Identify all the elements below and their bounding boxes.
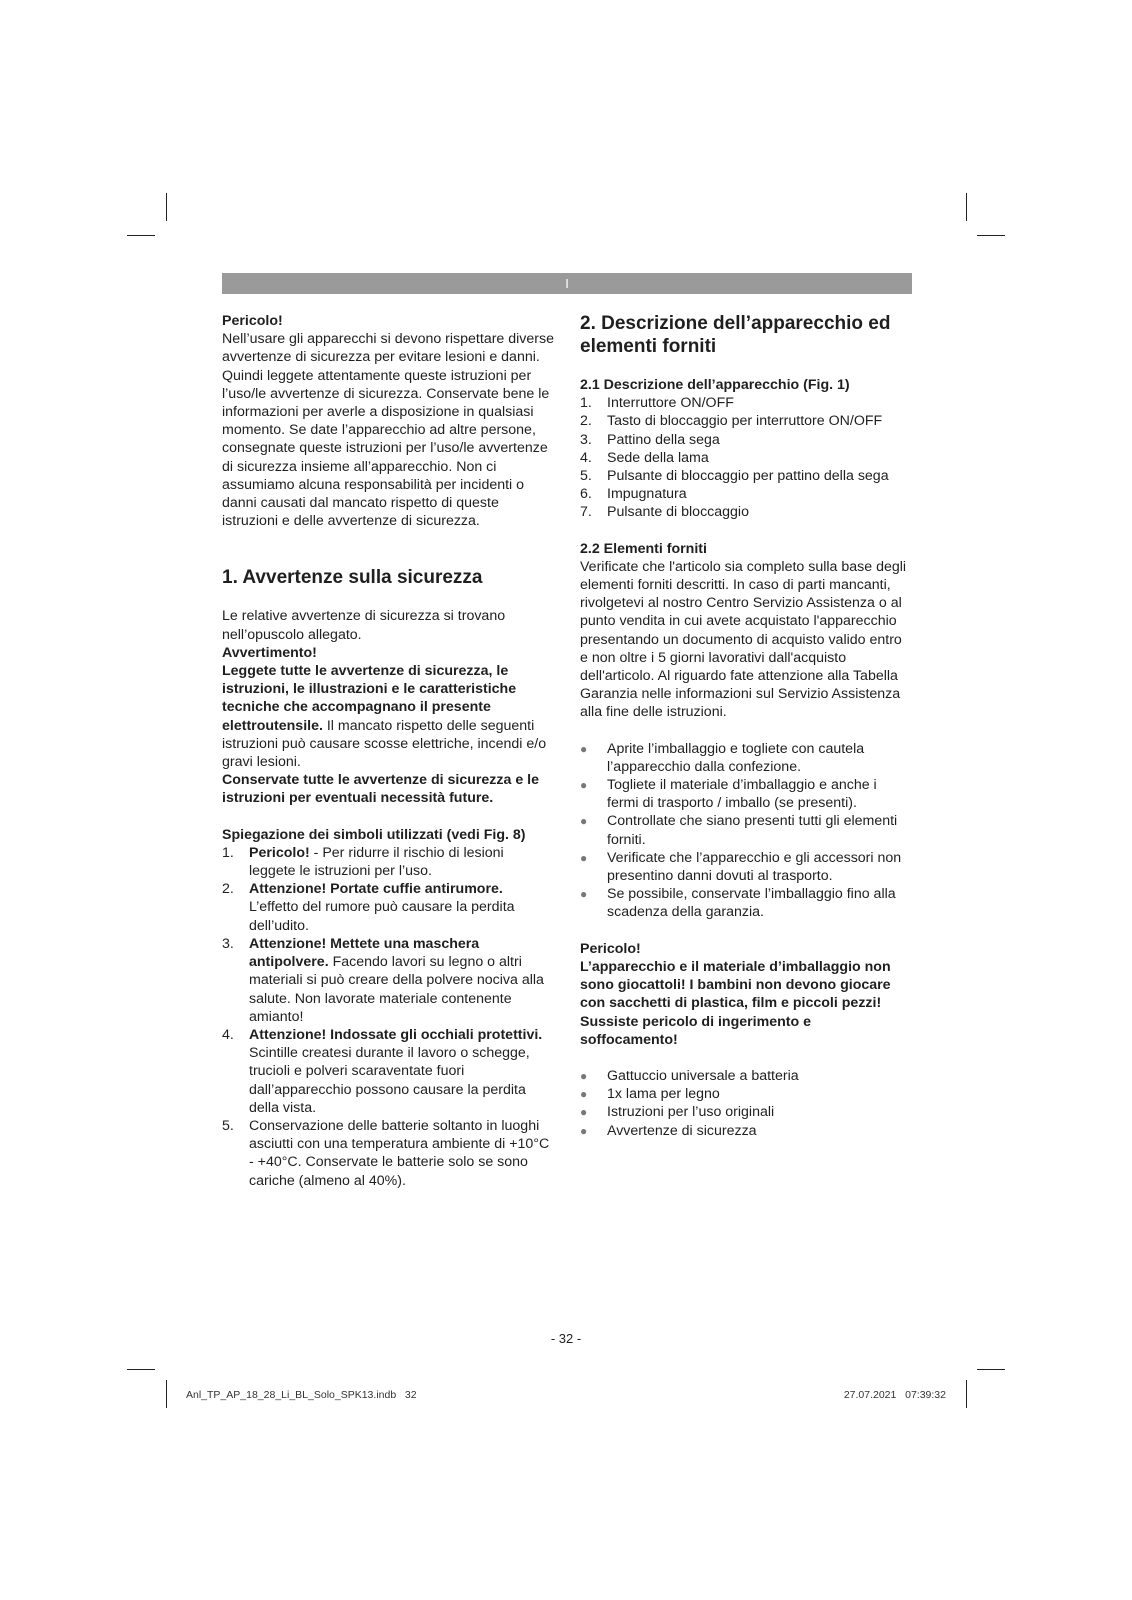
warning-title: Avvertimento! — [222, 644, 317, 661]
list-item: ● Avvertenze di sicurezza — [580, 1122, 757, 1139]
crop-mark — [127, 1369, 155, 1370]
bullet-icon: ● — [580, 741, 588, 756]
danger-title: Pericolo! — [222, 313, 283, 329]
crop-mark — [127, 235, 155, 236]
crop-mark — [166, 1380, 167, 1408]
list-item: ● Istruzioni per l’uso originali — [580, 1104, 775, 1121]
language-header-bar — [222, 273, 912, 294]
bullet-icon: ● — [580, 1105, 588, 1120]
list-item: ● Controllate che siano presenti tutti gli elementi forniti. — [580, 813, 898, 848]
section-2-2-title: 2.2 Elementi forniti — [580, 540, 707, 557]
crop-mark — [966, 1380, 967, 1408]
page-number: - 32 - — [550, 1331, 582, 1346]
list-item: 4. Sede della lama — [580, 449, 709, 466]
keep-instructions: Conservate tutte le avvertenze di sicurezza e le istruzioni per eventuali necessità future. — [222, 772, 539, 807]
danger-warning-text: L’apparecchio e il materiale d’imballaggio non sono giocattoli! I bambini non devono giocare con sacchetti di plastica, film e piccoli pezzi! Sussiste pericolo di ingerimento e soffocamento! — [580, 958, 891, 1048]
list-item: 2. Tasto di bloccaggio per interruttore ON/OFF — [580, 413, 883, 430]
section-2-1-title: 2.1 Descrizione dell’apparecchio (Fig. 1) — [580, 377, 850, 393]
section-1-intro: Le relative avvertenze di sicurezza si trovano nell’opuscolo allegato. — [222, 608, 506, 643]
list-item: 1. Interruttore ON/OFF — [580, 395, 734, 412]
section-2-heading: 2. Descrizione dell’apparecchio ed elementi forniti — [580, 313, 891, 357]
symbols-title: Spiegazione dei simboli utilizzati (vedi Fig. 8) — [222, 826, 526, 843]
list-item: 6. Impugnatura — [580, 486, 687, 503]
bullet-icon: ● — [580, 814, 588, 829]
crop-mark — [977, 1369, 1005, 1370]
list-item: 5. Pulsante di bloccaggio per pattino della sega — [580, 468, 889, 485]
bullet-icon: ● — [580, 1068, 588, 1083]
section-1-heading: 1. Avvertenze sulla sicurezza — [222, 567, 483, 589]
symbols-list — [222, 844, 554, 1190]
section-2-2-text: Verificate che l'articolo sia completo sulla base degli elementi forniti descritti. In caso di parti mancanti, rivolgetevi al nostro Centro Servizio Assistenza o al punto vendita in cui avete acquistato l'apparecchio presentando un documento di acquisto valido entro e non oltre i 5 giorni lavorativi dall'acquisto dell'articolo. Al riguardo fate attenzione alla Tabella Garanzia nelle informazioni sul Servizio Assistenza alla fine delle istruzioni. — [580, 558, 907, 721]
list-item: 5. Conservazione delle batterie soltanto in luoghi asciutti con una temperatura ambiente di +10°C - +40°C. Conservate le batterie solo se sono cariche (almeno al 40%). — [222, 1117, 550, 1189]
list-item: 3. Attenzione! Mettete una maschera antipolvere. Facendo lavori su legno o altri materiali si può creare della polvere nociva alla salute. Non lavorate materiale contenente amianto! — [222, 935, 544, 1025]
language-code: I — [565, 276, 569, 291]
list-item: ● 1x lama per legno — [580, 1086, 720, 1103]
footer-file-name: Anl_TP_AP_18_28_Li_BL_Solo_SPK13.indb 32 — [186, 1389, 417, 1401]
list-item: ● Se possibile, conservate l’imballaggio fino alla scadenza della garanzia. — [580, 886, 896, 921]
bullet-icon: ● — [580, 1123, 588, 1138]
parts-list — [580, 394, 912, 521]
warning-paragraph: Leggete tutte le avvertenze di sicurezza, le istruzioni, le illustrazioni e le caratteristiche tecniche che accompagnano il presente elettroutensile. Il mancato rispetto delle seguenti istruzioni può causare scosse elettriche, incendi e/o gravi lesioni. — [222, 663, 547, 771]
list-item: ● Verificate che l’apparecchio e gli accessori non presentino danni dovuti al trasporto. — [580, 849, 902, 885]
list-item: 3. Pattino della sega — [580, 431, 720, 448]
bullet-icon: ● — [580, 850, 588, 865]
crop-mark — [977, 235, 1005, 236]
list-item: ● Gattuccio universale a batteria — [580, 1067, 799, 1084]
left-column — [222, 312, 554, 1190]
unpack-steps-list — [580, 740, 912, 922]
bullet-icon: ● — [580, 887, 588, 902]
list-item: ● Togliete il materiale d’imballaggio e anche i fermi di trasporto / imballo (se presenti). — [580, 777, 877, 812]
scope-of-delivery-list — [580, 1067, 912, 1140]
crop-mark — [966, 193, 967, 221]
list-item: 4. Attenzione! Indossate gli occhiali protettivi. Scintille createsi durante il lavoro o schegge, trucioli e polveri scaraventate fuori dall’apparecchio possono causare la perdita della vista. — [222, 1026, 543, 1116]
list-item: 2. Attenzione! Portate cuffie antirumore. L’effetto del rumore può causare la perdita dell’udito. — [222, 881, 515, 934]
list-item: ● Aprite l’imballaggio e togliete con cautela l’apparecchio dalla confezione. — [580, 740, 865, 775]
bullet-icon: ● — [580, 1087, 588, 1102]
crop-mark — [166, 193, 167, 221]
list-item: 7. Pulsante di bloccaggio — [580, 504, 749, 521]
list-item: 1. Pericolo! - Per ridurre il rischio di lesioni leggete le istruzioni per l’uso. — [222, 844, 504, 880]
bullet-icon: ● — [580, 778, 588, 793]
danger-text: Nell’usare gli apparecchi si devono rispettare diverse avvertenze di sicurezza per evitare lesioni e danni. Quindi leggete attentamente queste istruzioni per l’uso/le avvertenze di sicurezza. Conservate bene le informazioni per averle a disposizione in qualsiasi momento. Se date l’apparecchio ad altre persone, consegnate queste istruzioni per l’uso/le avvertenze di sicurezza insieme all’apparecchio. Non ci assumiamo alcuna responsabilità per incidenti o danni causati dal mancato rispetto di queste istruzioni e delle avvertenze di sicurezza. — [222, 331, 554, 530]
right-column — [580, 312, 912, 1140]
danger-title-2: Pericolo! — [580, 940, 641, 957]
footer-timestamp: 27.07.2021 07:39:32 — [843, 1389, 946, 1401]
